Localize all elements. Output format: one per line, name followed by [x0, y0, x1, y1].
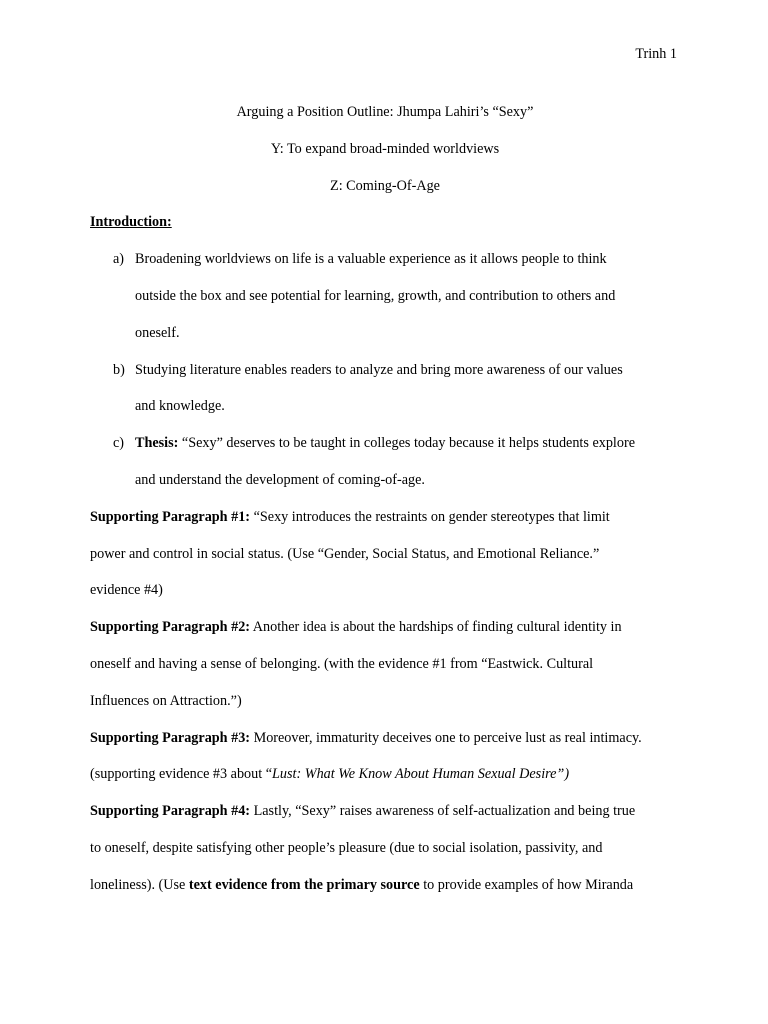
thesis-text: “Sexy” deserves to be taught in colleges today because it helps students explore: [178, 435, 635, 452]
supporting-paragraph-3: [90, 720, 680, 794]
sp4-line-1: [90, 793, 680, 830]
sp2-label: Supporting Paragraph #2:: [90, 619, 251, 636]
intro-item-a-line-2: outside the box and see potential for learning, growth, and contribution to others and: [135, 287, 616, 304]
intro-item-c-line-1: [135, 425, 680, 462]
sp4-label: Supporting Paragraph #4:: [90, 803, 251, 820]
sp2-text-1: Another idea is about the hardships of finding cultural identity in: [250, 619, 622, 636]
intro-item-a-line-3: oneself.: [135, 324, 180, 341]
sp1-line-3: evidence #4): [90, 582, 163, 599]
intro-item-c: [90, 425, 680, 499]
intro-item-b-line-2: and knowledge.: [135, 398, 225, 415]
sp2-line-3: Influences on Attraction.”): [90, 692, 242, 709]
outline-body: [90, 94, 680, 904]
supporting-paragraph-2: [90, 609, 680, 719]
y-line: Y: To expand broad-minded worldviews: [270, 140, 500, 157]
sp4-line-3: [90, 867, 680, 904]
outline-title: Arguing a Position Outline: Jhumpa Lahiri’s “Sexy”: [236, 104, 534, 120]
intro-item-a: [90, 241, 680, 351]
sp2-line-2: oneself and having a sense of belonging. (with the evidence #1 from “Eastwick. Cultural: [90, 655, 594, 672]
list-marker: b): [113, 361, 125, 378]
intro-item-b-line-1: Studying literature enables readers to analyze and bring more awareness of our values: [135, 361, 623, 378]
sp4-text-3: loneliness). (Use: [90, 876, 189, 893]
sp1-line-2: power and control in social status. (Use “Gender, Social Status, and Emotional Reliance.”: [90, 545, 600, 562]
sp1-label: Supporting Paragraph #1:: [90, 508, 251, 525]
sp4-tail: to provide examples of how Miranda: [419, 876, 634, 893]
sp3-line-1: [90, 720, 680, 757]
sp2-line-1: [90, 609, 680, 646]
list-marker: c): [113, 435, 125, 452]
sp1-line-1: [90, 499, 680, 536]
intro-item-c-line-2: and understand the development of coming-of-age.: [135, 471, 425, 488]
sp4-line-2: to oneself, despite satisfying other people’s pleasure (due to social isolation, passivity, and: [90, 839, 603, 856]
sp4-bold-phrase: text evidence from the primary source: [188, 876, 420, 893]
sp3-label: Supporting Paragraph #3:: [90, 729, 251, 746]
running-head: Trinh 1: [635, 46, 677, 62]
introduction-heading: Introduction:: [90, 214, 172, 231]
supporting-paragraph-4: [90, 793, 680, 903]
supporting-paragraph-1: [90, 499, 680, 609]
sp3-line-2: [90, 756, 680, 793]
thesis-label: Thesis:: [135, 435, 179, 452]
sp3-italic-title: Lust: What We Know About Human Sexual Desire”): [272, 766, 570, 783]
sp3-text-1: Moreover, immaturity deceives one to perceive lust as real intimacy.: [250, 729, 642, 746]
intro-item-a-line-1: Broadening worldviews on life is a valuable experience as it allows people to think: [135, 251, 607, 268]
z-line: Z: Coming-Of-Age: [330, 177, 440, 194]
sp1-text-1: “Sexy introduces the restraints on gender stereotypes that limit: [250, 508, 610, 525]
sp3-text-2: (supporting evidence #3 about “: [90, 766, 273, 783]
intro-item-b: [90, 352, 680, 426]
sp4-text-1: Lastly, “Sexy” raises awareness of self-actualization and being true: [250, 803, 636, 820]
list-marker: a): [113, 251, 125, 268]
